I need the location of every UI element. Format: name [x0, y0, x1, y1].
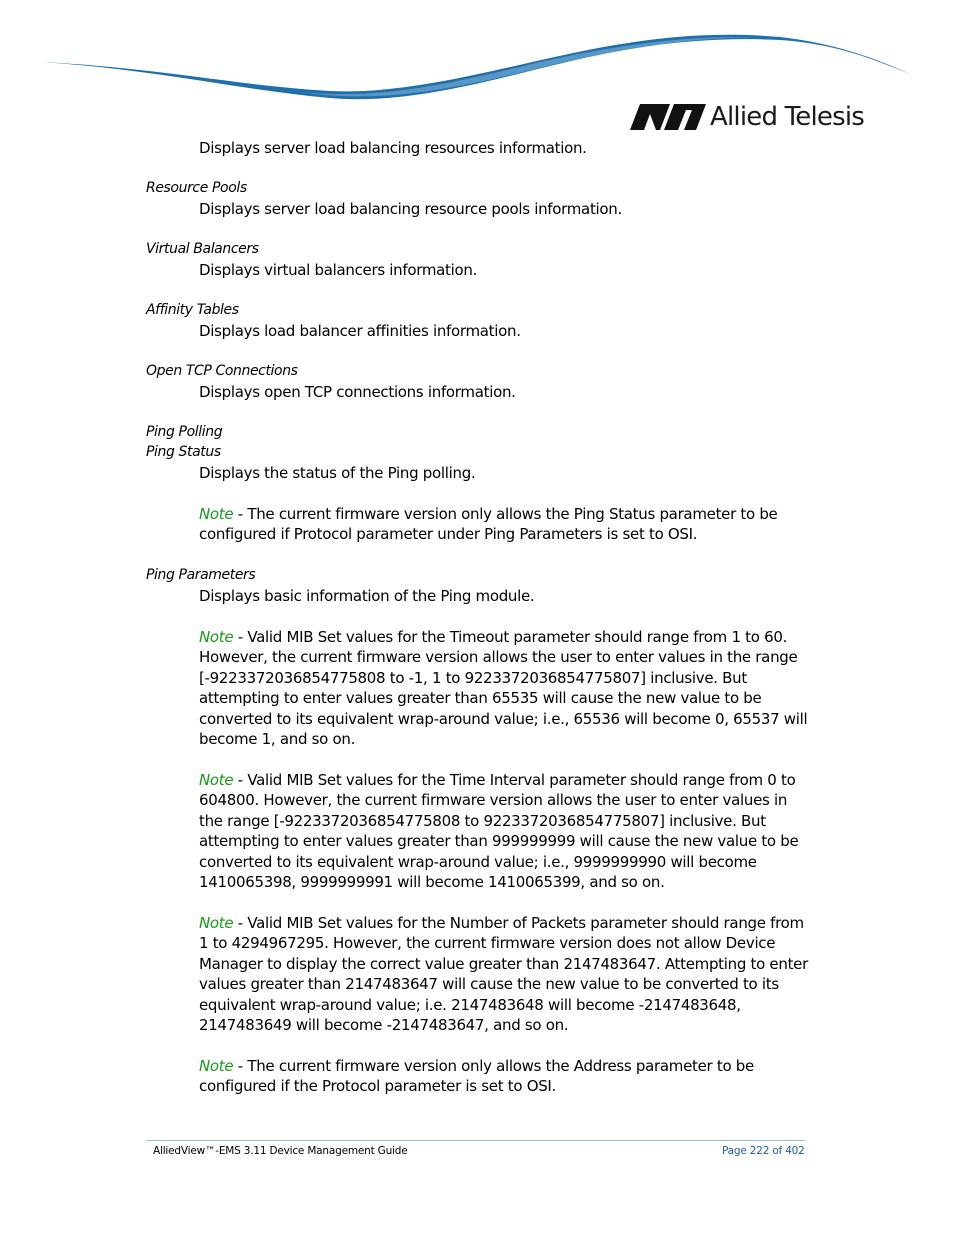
- brand-wordmark: Allied Telesis: [710, 102, 865, 132]
- footer-document-title: AlliedView™-EMS 3.11 Device Management Guide: [153, 1145, 408, 1157]
- section-desc-ping-status: Displays the status of the Ping polling.: [199, 464, 476, 482]
- note-number-of-packets: [199, 913, 809, 1035]
- note-label: Note: [199, 505, 234, 523]
- section-title-open-tcp: Open TCP Connections: [146, 363, 298, 379]
- note-address: [199, 1056, 809, 1097]
- footer-page-number: Page 222 of 402: [722, 1145, 805, 1157]
- note-ping-status: [199, 504, 809, 545]
- intro-description: Displays server load balancing resources information.: [199, 139, 587, 157]
- section-title-ping-polling: Ping Polling: [146, 424, 223, 440]
- note-label: Note: [199, 914, 234, 932]
- section-desc-virtual-balancers: Displays virtual balancers information.: [199, 261, 478, 279]
- section-desc-resource-pools: Displays server load balancing resource pools information.: [199, 200, 622, 218]
- note-text: - Valid MIB Set values for the Number of Packets parameter should range from 1 to 4294967295. However, the current firmware version does not allow Device Manager to display the correct value greater than 2147483647. Attempting to enter values greater than 2147483647 will cause the new value to be converted to its equivalent wrap-around value; i.e. 2147483648 will become -2147483648, 2147483649 will become -2147483647, and so on.: [199, 914, 808, 1035]
- note-text: - The current firmware version only allows the Ping Status parameter to be configured if Protocol parameter under Ping Parameters is set to OSI.: [199, 505, 778, 544]
- note-time-interval: [199, 770, 809, 892]
- allied-telesis-logo: [630, 100, 864, 134]
- section-desc-ping-parameters: Displays basic information of the Ping module.: [199, 587, 535, 605]
- section-title-resource-pools: Resource Pools: [146, 180, 247, 196]
- note-text: - Valid MIB Set values for the Time Interval parameter should range from 0 to 604800. However, the current firmware version allows the user to enter values in the range [-9223372036854775808 to 9223372036854775807] inclusive. But attempting to enter values greater than 999999999 will cause the new value to be converted to its equivalent wrap-around value; i.e., 9999999990 will become 1410065398, 9999999991 will become 1410065399, and so on.: [199, 771, 799, 892]
- section-title-ping-status: Ping Status: [146, 444, 221, 460]
- note-text: - The current firmware version only allows the Address parameter to be configured if the Protocol parameter is set to OSI.: [199, 1057, 754, 1096]
- section-title-ping-parameters: Ping Parameters: [146, 567, 256, 583]
- header-swoosh: [0, 0, 954, 115]
- note-label: Note: [199, 1057, 234, 1075]
- section-desc-affinity-tables: Displays load balancer affinities information.: [199, 322, 521, 340]
- note-label: Note: [199, 628, 234, 646]
- note-text: - Valid MIB Set values for the Timeout parameter should range from 1 to 60. However, the current firmware version allows the user to enter values in the range [-9223372036854775808 to -1, 1 to 9223372036854775807] inclusive. But attempting to enter values greater than 65535 will cause the new value to be converted to its equivalent wrap-around value; i.e., 65536 will become 0, 65537 will become 1, and so on.: [199, 628, 808, 749]
- note-timeout: [199, 627, 809, 749]
- section-title-affinity-tables: Affinity Tables: [146, 302, 239, 318]
- note-label: Note: [199, 771, 234, 789]
- allied-telesis-logo-mark-icon: [630, 104, 706, 130]
- footer-divider: [146, 1140, 805, 1141]
- section-desc-open-tcp: Displays open TCP connections information.: [199, 383, 516, 401]
- section-title-virtual-balancers: Virtual Balancers: [146, 241, 259, 257]
